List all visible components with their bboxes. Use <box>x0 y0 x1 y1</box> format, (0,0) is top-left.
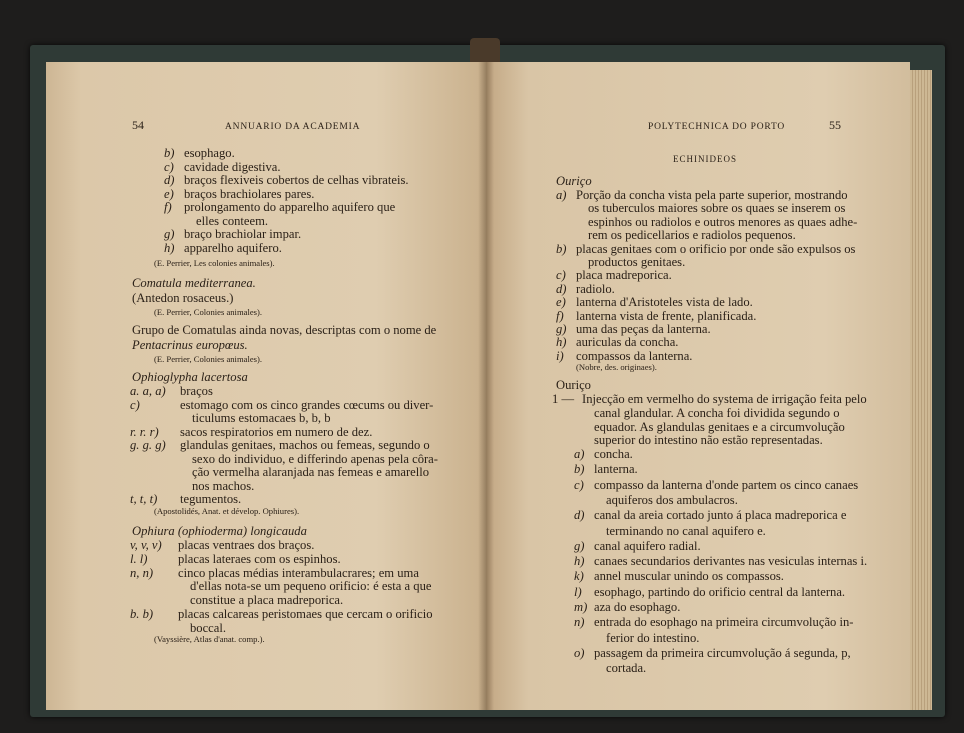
item-label: d) <box>164 173 175 187</box>
item-label: n) <box>574 615 585 630</box>
item-text: concha. <box>594 447 633 461</box>
item-label: f) <box>164 200 172 214</box>
right-page <box>486 62 910 710</box>
item-text: tegumentos. <box>180 492 242 506</box>
item-label: a) <box>574 447 585 461</box>
item-text: canaes secundarios derivantes nas vesiculas internas i. <box>594 554 868 569</box>
item-text: sexo do individuo, e differindo apenas pela côra- <box>192 451 438 466</box>
item-text: placas ventraes dos braços. <box>178 538 315 552</box>
item-label: e) <box>556 295 566 310</box>
citation-3: (E. Perrier, Colonies animales). <box>154 354 263 364</box>
item-text: ticulums estomacaes b, b, b <box>192 411 331 425</box>
item-label: 1 — <box>552 392 575 406</box>
ophioglypha-title: Ophioglypha lacertosa <box>132 370 248 384</box>
item-label: b) <box>574 462 585 477</box>
item-label: c) <box>574 477 584 492</box>
running-header-right: POLYTECHNICA DO PORTO <box>648 122 786 132</box>
item-text: sacos respiratorios em numero de dez. <box>180 424 373 439</box>
ourico-title: Ouriço <box>556 174 592 188</box>
item-text: apparelho aquifero. <box>184 240 282 255</box>
item-text: constitue a placa madreporica. <box>190 593 344 608</box>
item-text: cavidade digestiva. <box>184 159 281 174</box>
item-text: radiolo. <box>576 281 615 296</box>
item-text: canal aquifero radial. <box>594 538 701 553</box>
item-text: Porção da concha vista pela parte superior, mostrando <box>576 188 848 202</box>
item-label: b) <box>164 146 175 160</box>
item-text: aquiferos dos ambulacros. <box>606 492 738 507</box>
ourico-2-title: Ouriço <box>556 378 591 392</box>
item-text: entrada do esophago na primeira circumvolução in- <box>594 615 854 630</box>
left-page <box>46 62 486 710</box>
item-label: t, t, t) <box>130 492 158 506</box>
item-label: v, v, v) <box>130 538 162 552</box>
item-text: placas calcareas peristomaes que cercam o orificio <box>178 607 433 621</box>
item-text: compassos da lanterna. <box>576 348 693 363</box>
section-title: ECHINIDEOS <box>673 154 737 164</box>
item-text: annel muscular unindo os compassos. <box>594 569 784 584</box>
item-label: d) <box>574 508 585 523</box>
item-text: os tuberculos maiores sobre os quaes se inserem os <box>588 201 846 216</box>
item-text: canal glandular. A concha foi dividida segundo o <box>594 405 840 420</box>
item-text: terminando no canal aquifero e. <box>606 523 766 538</box>
item-text: equador. As glandulas genitaes e a circumvolução <box>594 419 845 434</box>
item-label: b. b) <box>130 607 154 621</box>
item-label: c) <box>556 268 566 283</box>
item-text: braço brachiolar impar. <box>184 227 302 241</box>
item-text: lanterna vista de frente, planificada. <box>576 308 757 323</box>
item-text: productos genitaes. <box>588 255 686 269</box>
citation-5: (Vayssière, Atlas d'anat. comp.). <box>154 634 265 644</box>
item-text: placas lateraes com os espinhos. <box>178 551 341 566</box>
item-text: rem os pedicellarios e radiolos pequenos. <box>588 228 796 243</box>
item-text: auriculas da concha. <box>576 335 679 350</box>
item-text: Injecção em vermelho do systema de irrigação feita pelo <box>582 392 867 406</box>
item-label: d) <box>556 281 567 296</box>
item-label: c) <box>130 397 140 412</box>
item-label: b) <box>556 241 567 256</box>
citation-1: (E. Perrier, Les colonies animales). <box>154 258 275 268</box>
running-header-left: ANNUARIO DA ACADEMIA <box>225 122 361 132</box>
item-label: o) <box>574 645 585 660</box>
item-label: g. g. g) <box>130 438 166 452</box>
item-text: uma das peças da lanterna. <box>576 322 711 336</box>
item-label: r. r. r) <box>130 424 159 439</box>
item-label: a) <box>556 188 567 202</box>
page-number-left: 54 <box>132 118 144 132</box>
item-text: ção vermelha alaranjada nas femeas e amarello <box>192 465 430 479</box>
item-text: braços <box>180 384 213 398</box>
grupo-line-1: Grupo de Comatulas ainda novas, descriptas com o nome de <box>132 323 437 337</box>
item-label: a. a, a) <box>130 384 166 398</box>
item-text: esophago. <box>184 146 235 160</box>
grupo-line-2: Pentacrinus europœus. <box>132 338 248 352</box>
item-label: i) <box>556 348 564 363</box>
item-text: estomago com os cinco grandes cœcums ou diver- <box>180 397 434 412</box>
book-gutter <box>478 62 494 710</box>
item-label: k) <box>574 569 584 584</box>
citation-4: (Apostolidés, Anat. et dévelop. Ophiures). <box>154 506 300 516</box>
item-label: g) <box>556 322 567 336</box>
item-text: nos machos. <box>192 478 255 493</box>
item-text: canal da areia cortado junto á placa madreporica e <box>594 508 847 523</box>
comatula-subtitle: (Antedon rosaceus.) <box>132 291 234 305</box>
item-text: placa madreporica. <box>576 268 672 283</box>
item-text: d'ellas nota-se um pequeno orificio: é esta a que <box>190 579 432 594</box>
item-text: superior do intestino não estão representadas. <box>594 433 823 448</box>
item-text: prolongamento do apparelho aquifero que <box>184 200 396 214</box>
ophiura-title: Ophiura (ophioderma) longicauda <box>132 524 307 538</box>
item-label: m) <box>574 600 588 614</box>
item-label: g) <box>164 227 175 241</box>
comatula-title: Comatula mediterranea. <box>132 276 256 290</box>
item-label: f) <box>556 308 564 323</box>
item-text: compasso da lanterna d'onde partem os cinco canaes <box>594 477 859 492</box>
item-text: esophago, partindo do orificio central da lanterna. <box>594 584 846 599</box>
item-text: cortada. <box>606 661 647 676</box>
item-label: e) <box>164 186 174 201</box>
item-text: boccal. <box>190 620 227 635</box>
item-text: lanterna d'Aristoteles vista de lado. <box>576 295 753 310</box>
item-label: h) <box>556 335 567 350</box>
item-text: lanterna. <box>594 462 638 477</box>
page-number-right: 55 <box>829 118 841 132</box>
item-text: elles conteem. <box>196 213 269 228</box>
item-text: aza do esophago. <box>594 600 681 614</box>
item-text: braços brachiolares pares. <box>184 186 315 201</box>
item-label: g) <box>574 538 585 553</box>
item-label: n, n) <box>130 565 154 580</box>
page-edges <box>910 70 932 710</box>
item-text: passagem da primeira circumvolução á segunda, p, <box>594 645 851 660</box>
item-text: espinhos ou radiolos e outros menores as quaes adhe- <box>588 214 858 229</box>
citation-right-1: (Nobre, des. originaes). <box>576 362 657 372</box>
item-text: placas genitaes com o orificio por onde são expulsos os <box>576 241 856 256</box>
item-text: ferior do intestino. <box>606 630 700 645</box>
item-text: braços flexiveis cobertos de celhas vibrateis. <box>184 173 409 187</box>
item-label: l. l) <box>130 551 148 566</box>
item-text: glandulas genitaes, machos ou femeas, segundo o <box>180 438 430 452</box>
item-label: h) <box>574 554 585 569</box>
citation-2: (E. Perrier, Colonies animales). <box>154 307 263 317</box>
item-label: l) <box>574 584 582 599</box>
item-text: cinco placas médias interambulacrares; em uma <box>178 565 419 580</box>
item-label: c) <box>164 159 174 174</box>
item-label: h) <box>164 240 175 255</box>
